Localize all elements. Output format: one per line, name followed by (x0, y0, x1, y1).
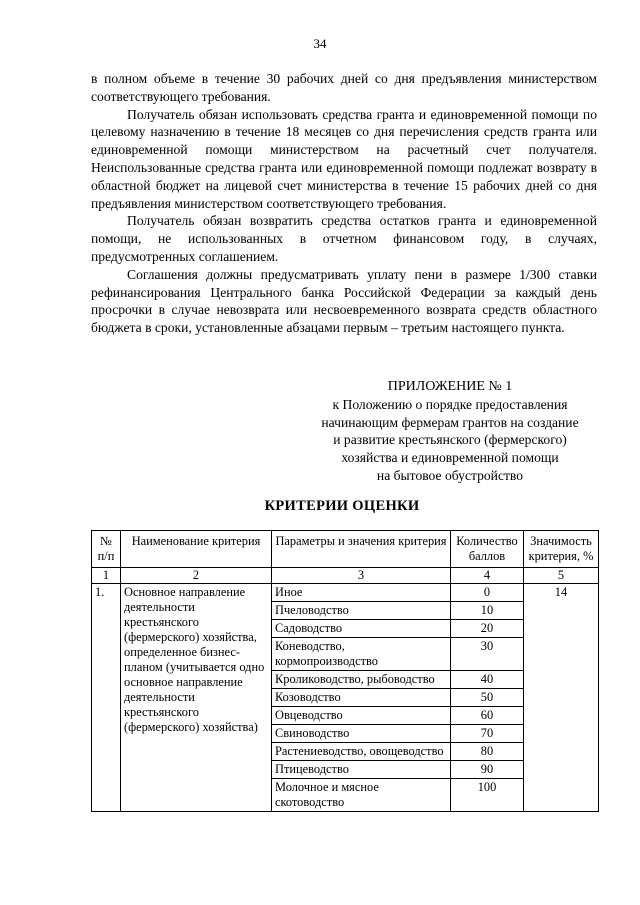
paragraph: Соглашения должны предусматривать уплату пени в размере 1/300 ставки рефинансирования Центрального банка Российской Федерации за каждый день просрочки в случае невозврата или несвоевременного возврата средств областного бюджета в сроки, установленные абзацами первым – третьим настоящего пункта. (91, 266, 597, 336)
criterion-weight: 14 (524, 584, 599, 812)
paragraph: Получатель обязан возвратить средства остатков гранта и единовременной помощи, не использованных в отчетном финансовом году, в случаях, предусмотренных соглашением. (91, 213, 597, 264)
parameter-label: Козоводство (272, 689, 451, 707)
paragraph: в полном объеме в течение 30 рабочих дней со дня предъявления министерством соответствующего требования. (91, 71, 597, 104)
parameter-label: Растениеводство, овощеводство (272, 743, 451, 761)
parameter-points: 80 (451, 743, 524, 761)
criteria-table (91, 530, 599, 812)
parameter-label: Коневодство, кормопроизводство (272, 638, 451, 671)
column-number: 2 (121, 568, 272, 584)
parameter-label: Свиноводство (272, 725, 451, 743)
appendix-title: ПРИЛОЖЕНИЕ № 1 (387, 379, 513, 394)
parameter-label: Садоводство (272, 620, 451, 638)
parameter-points: 70 (451, 725, 524, 743)
parameter-points: 20 (451, 620, 524, 638)
appendix-line: на бытовое обустройство (376, 467, 524, 483)
body-text (91, 70, 597, 337)
parameter-label: Молочное и мясное скотоводство (272, 779, 451, 812)
parameter-points: 40 (451, 671, 524, 689)
appendix-line: к Положению о порядке предоставления (332, 396, 568, 412)
parameter-label: Иное (272, 584, 451, 602)
table-row (92, 584, 599, 602)
parameter-points: 100 (451, 779, 524, 812)
parameter-points: 60 (451, 707, 524, 725)
parameter-label: Птицеводство (272, 761, 451, 779)
header-weight: Значимость критерия, % (524, 531, 599, 568)
criterion-name: Основное направление деятельности крестьянского (фермерского) хозяйства, определенное бизнес-планом (учитывается одно основное направление деятельности крестьянского (фермерского) хозяйства) (121, 584, 272, 812)
parameter-label: Кролиководство, рыбоводство (272, 671, 451, 689)
criteria-heading: КРИТЕРИИ ОЦЕНКИ (264, 498, 420, 514)
table-header-row (92, 531, 599, 568)
appendix-block (290, 378, 610, 485)
appendix-line: и развитие крестьянского (фермерского) (333, 432, 567, 448)
parameter-label: Овцеводство (272, 707, 451, 725)
column-number: 3 (272, 568, 451, 584)
appendix-line: хозяйства и единовременной помощи (341, 450, 559, 466)
page-number: 34 (313, 36, 327, 51)
column-number: 4 (451, 568, 524, 584)
header-number: № п/п (92, 531, 121, 568)
column-number-row (92, 568, 599, 584)
appendix-line: начинающим фермерам грантов на создание (321, 414, 579, 430)
parameter-points: 90 (451, 761, 524, 779)
header-points: Количество баллов (451, 531, 524, 568)
column-number: 5 (524, 568, 599, 584)
column-number: 1 (92, 568, 121, 584)
header-criterion-name: Наименование критерия (121, 531, 272, 568)
parameter-points: 10 (451, 602, 524, 620)
header-parameters: Параметры и значения критерия (272, 531, 451, 568)
parameter-points: 30 (451, 638, 524, 671)
criterion-number: 1. (92, 584, 121, 812)
parameter-label: Пчеловодство (272, 602, 451, 620)
parameter-points: 0 (451, 584, 524, 602)
paragraph: Получатель обязан использовать средства гранта и единовременной помощи по целевому назначению в течение 18 месяцев со дня перечисления средств гранта или единовременной помощи министерством на расчетный счет получателя. Неиспользованные средства гранта или единовременной помощи подлежат возврату в областной бюджет на лицевой счет министерства в течение 15 рабочих дней со дня предъявления министерством соответствующего требования. (91, 106, 597, 211)
parameter-points: 50 (451, 689, 524, 707)
